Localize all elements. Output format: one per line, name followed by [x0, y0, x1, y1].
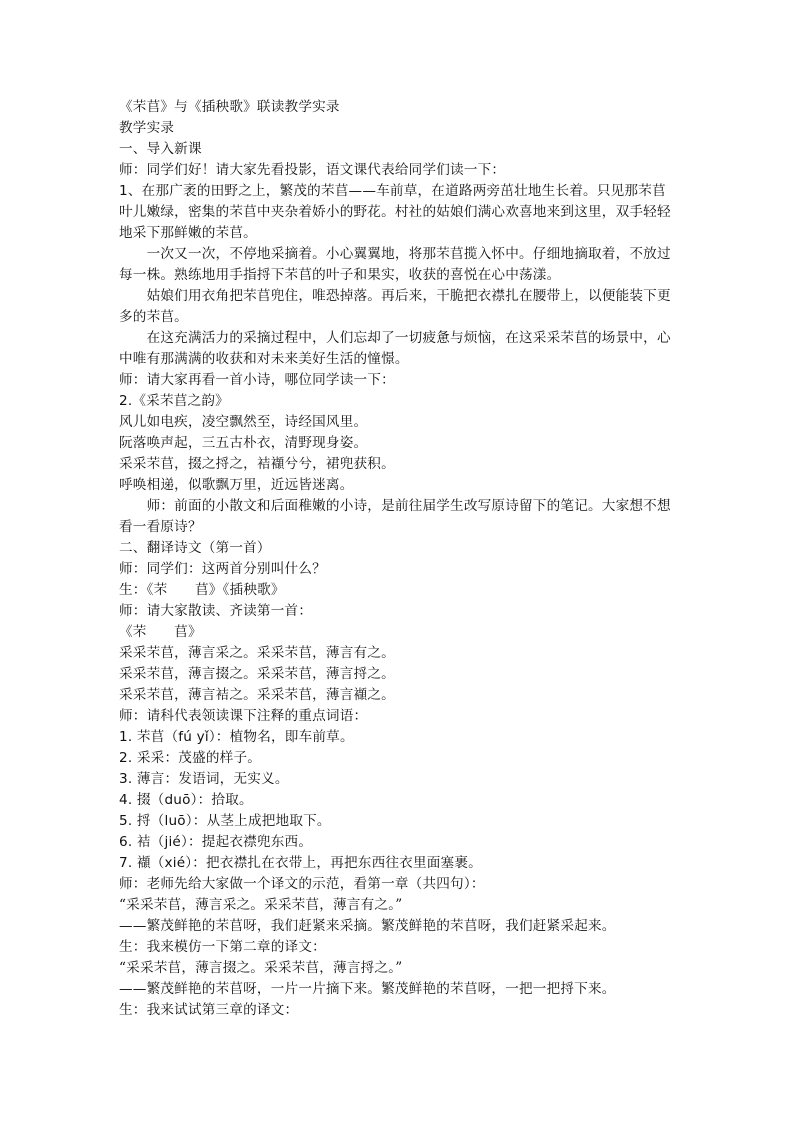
prose-line: 叶儿嫩绿，密集的芣苢中夹杂着娇小的野花。村社的姑娘们满心欢喜地来到这里，双手轻轻: [119, 204, 671, 220]
translation-line: ——繁茂鲜艳的芣苢呀，一片一片摘下来。繁茂鲜艳的芣苢呀，一把一把捋下来。: [119, 981, 616, 997]
poem-line: 风儿如电疾，凌空飘然至，诗经国风里。: [119, 414, 368, 430]
annotation-item: 2. 采采：茂盛的样子。: [119, 750, 262, 766]
quoted-verse: “采采芣苢，薄言掇之。采采芣苢，薄言捋之。”: [119, 960, 403, 976]
document-title: 《芣苢》与《插秧歌》联读教学实录: [119, 99, 340, 115]
dialogue-line: 看一看原诗？: [119, 519, 202, 535]
dialogue-line: 师：请科代表领读课下注释的重点词语：: [119, 708, 368, 724]
prose-line: 地采下那鲜嫩的芣苢。: [119, 225, 257, 241]
dialogue-line: 师：同学们好！请大家先看投影，语文课代表给同学们读一下：: [119, 162, 506, 178]
annotation-item: 3. 薄言：发语词，无实义。: [119, 771, 289, 787]
poem-line: 呼唤相递，似歌飘万里，近远皆迷离。: [119, 477, 354, 493]
dialogue-line: 师：请大家再看一首小诗，哪位同学读一下：: [119, 372, 395, 388]
poem-line: 采采芣苢，薄言掇之。采采芣苢，薄言捋之。: [119, 666, 395, 682]
prose-line: 在这充满活力的采摘过程中，人们忘却了一切疲惫与烦恼，在这采采芣苢的场景中，心: [119, 330, 671, 346]
prose-line: 多的芣苢。: [119, 309, 188, 325]
translation-line: ——繁茂鲜艳的芣苢呀，我们赶紧来采摘。繁茂鲜艳的芣苢呀，我们赶紧采起来。: [119, 918, 616, 934]
poem-title: 《芣 苢》: [119, 624, 202, 640]
annotation-item: 5. 捋（luō）：从茎上成把地取下。: [119, 813, 331, 829]
section-label: 教学实录: [119, 120, 175, 136]
poem-title: 2.《采芣苢之韵》: [119, 393, 229, 409]
dialogue-line: 生：我来模仿一下第二章的译文：: [119, 939, 326, 955]
section-heading: 一、导入新课: [119, 141, 202, 157]
prose-line: 中唯有那满满的收获和对未来美好生活的憧憬。: [119, 351, 409, 367]
dialogue-line: 师：老师先给大家做一个译文的示范，看第一章（共四句）：: [119, 876, 485, 892]
dialogue-line: 生：我来试试第三章的译文：: [119, 1002, 299, 1018]
dialogue-line: 师：请大家散读、齐读第一首：: [119, 603, 313, 619]
poem-line: 采采芣苢，掇之捋之，袺襭兮兮，裙兜获积。: [119, 456, 395, 472]
annotation-item: 7. 襭（xié）：把衣襟扎在衣带上，再把东西往衣里面塞裹。: [119, 855, 482, 871]
annotation-item: 1. 芣苢（fú yǐ）：植物名，即车前草。: [119, 729, 354, 745]
section-heading: 二、翻译诗文（第一首）: [119, 540, 271, 556]
prose-line: 每一株。熟练地用手指捋下芣苢的叶子和果实，收获的喜悦在心中荡漾。: [119, 267, 561, 283]
poem-line: 采采芣苢，薄言袺之。采采芣苢，薄言襭之。: [119, 687, 395, 703]
annotation-item: 6. 袺（jié）：提起衣襟兜东西。: [119, 834, 313, 850]
prose-line: 1、在那广袤的田野之上，繁茂的芣苢——车前草，在道路两旁茁壮地生长着。只见那芣苢: [119, 183, 666, 199]
prose-line: 一次又一次，不停地采摘着。小心翼翼地，将那芣苢揽入怀中。仔细地摘取着，不放过: [119, 246, 671, 262]
dialogue-line: 师：同学们：这两首分别叫什么？: [119, 561, 326, 577]
prose-line: 姑娘们用衣角把芣苢兜住，唯恐掉落。再后来，干脆把衣襟扎在腰带上，以便能装下更: [119, 288, 671, 304]
poem-line: 阮落唤声起，三五古朴衣，清野现身姿。: [119, 435, 368, 451]
quoted-verse: “采采芣苢，薄言采之。采采芣苢，薄言有之。”: [119, 897, 403, 913]
dialogue-line: 生：《芣 苢》《插秧歌》: [119, 582, 285, 598]
annotation-item: 4. 掇（duō）：拾取。: [119, 792, 253, 808]
poem-line: 采采芣苢，薄言采之。采采芣苢，薄言有之。: [119, 645, 395, 661]
dialogue-line: 师：前面的小散文和后面稚嫩的小诗，是前往届学生改写原诗留下的笔记。大家想不想: [119, 498, 671, 514]
